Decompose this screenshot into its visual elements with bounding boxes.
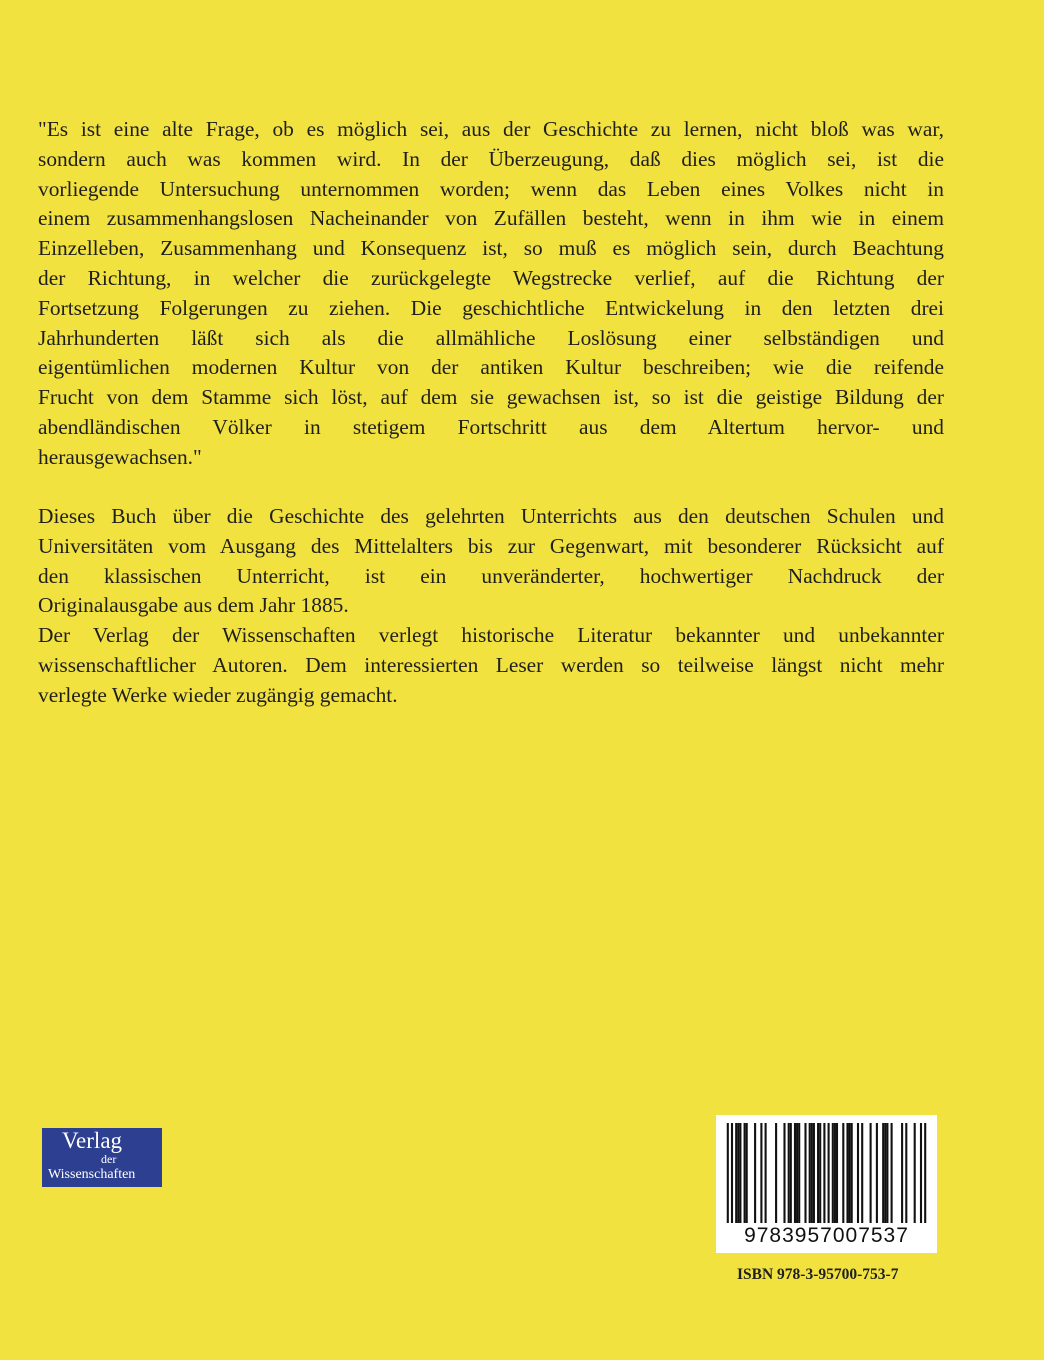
barcode-bar [819,1123,821,1223]
barcode-bar [809,1123,811,1223]
barcode-bar [834,1123,836,1223]
logo-line-der: der [101,1152,117,1166]
barcode-bar [924,1123,926,1223]
barcode-bar [882,1123,884,1223]
barcode-bar [823,1123,825,1223]
barcode-bar [891,1123,893,1223]
quote-line: Fortsetzung Folgerungen zu ziehen. Die geschichtliche Entwickelung in den letzten drei [38,295,944,320]
barcode-bar [914,1123,916,1223]
description-line: Der Verlag der Wissenschaften verlegt historische Literatur bekannter und unbekannter [38,623,944,648]
logo-line-verlag: Verlag [62,1128,123,1153]
barcode-bar [727,1123,729,1223]
barcode-bar [760,1123,762,1223]
quote-block [38,115,944,473]
description-line: Originalausgabe aus dem Jahr 1885. [38,593,349,618]
description-paragraph-1 [38,502,944,621]
barcode-bar [788,1123,790,1223]
quote-line: einem zusammenhangslosen Nacheinander von Zufällen besteht, wenn in ihm wie in einem [38,206,944,231]
barcode-bar [905,1123,907,1223]
barcode-digits: 9783957007537 [744,1224,909,1247]
barcode-bar [796,1123,798,1223]
quote-line: vorliegende Untersuchung unternommen worden; wenn das Leben eines Volkes nicht in [38,176,944,201]
barcode-bar [804,1123,806,1223]
barcode-bar [870,1123,872,1223]
barcode-bar [901,1123,903,1223]
quote-line: abendländischen Völker in stetigem Fortschritt aus dem Altertum hervor- und [38,414,944,439]
barcode-bar [884,1123,886,1223]
quote-paragraph [38,115,944,473]
description-line: verlegte Werke wieder zugängig gemacht. [38,682,398,707]
quote-line: Frucht von dem Stamme sich löst, auf dem sie gewachsen ist, so ist die geistige Bildung der [38,385,944,410]
barcode-bar [886,1123,888,1223]
barcode-bar [811,1123,813,1223]
description-line: den klassischen Unterricht, ist ein unveränderter, hochwertiger Nachdruck der [38,563,944,588]
barcode-bar [849,1123,851,1223]
publisher-logo [42,1128,162,1187]
description-line: Dieses Buch über die Geschichte des gelehrten Unterrichts aus den deutschen Schulen und [38,504,944,528]
barcode-bar [846,1123,848,1223]
barcode-bar [794,1123,796,1223]
barcode-bar [731,1123,733,1223]
barcode-bars [716,1115,937,1225]
barcode-bar [798,1123,800,1223]
barcode-bar [754,1123,756,1223]
isbn-label: ISBN 978-3-95700-753-7 [737,1266,899,1283]
barcode-bar [746,1123,748,1223]
barcode-bar [737,1123,739,1223]
barcode-bar [828,1123,830,1223]
description-line: Universitäten vom Ausgang des Mittelalters bis zur Gegenwart, mit besonderer Rücksicht auf [38,533,944,558]
quote-line: herausgewachsen." [38,444,202,469]
description-line: wissenschaftlicher Autoren. Dem interessierten Leser werden so teilweise längst nicht mehr [38,652,944,677]
quote-line: der Richtung, in welcher die zurückgelegte Wegstrecke verlief, auf die Richtung der [38,265,944,290]
barcode-bar [857,1123,859,1223]
barcode-bar [739,1123,741,1223]
barcode-bar [876,1123,878,1223]
logo-line-wissenschaften: Wissenschaften [48,1167,136,1182]
quote-line: eigentümlichen modernen Kultur von der antiken Kultur beschreiben; wie die reifende [38,355,944,380]
barcode [716,1115,937,1253]
barcode-bar [735,1123,737,1223]
description-block [38,502,944,711]
quote-line: sondern auch was kommen wird. In der Überzeugung, daß dies möglich sei, ist die [38,146,944,171]
barcode-bar [817,1123,819,1223]
barcode-bar [832,1123,834,1223]
barcode-bar [920,1123,922,1223]
description-paragraph-2 [38,621,944,710]
barcode-bar [783,1123,785,1223]
quote-line: Jahrhunderten läßt sich als die allmähliche Loslösung einer selbständigen und [38,325,944,350]
barcode-bar [744,1123,746,1223]
barcode-bar [790,1123,792,1223]
barcode-bar [861,1123,863,1223]
barcode-bar [765,1123,767,1223]
barcode-bar [813,1123,815,1223]
quote-line: Einzelleben, Zusammenhang und Konsequenz ist, so muß es möglich sein, durch Beachtung [38,236,944,261]
barcode-bar [842,1123,844,1223]
barcode-bar [851,1123,853,1223]
quote-line: "Es ist eine alte Frage, ob es möglich sei, aus der Geschichte zu lernen, nicht bloß was war, [38,117,944,141]
barcode-bar [836,1123,838,1223]
barcode-bar [775,1123,777,1223]
